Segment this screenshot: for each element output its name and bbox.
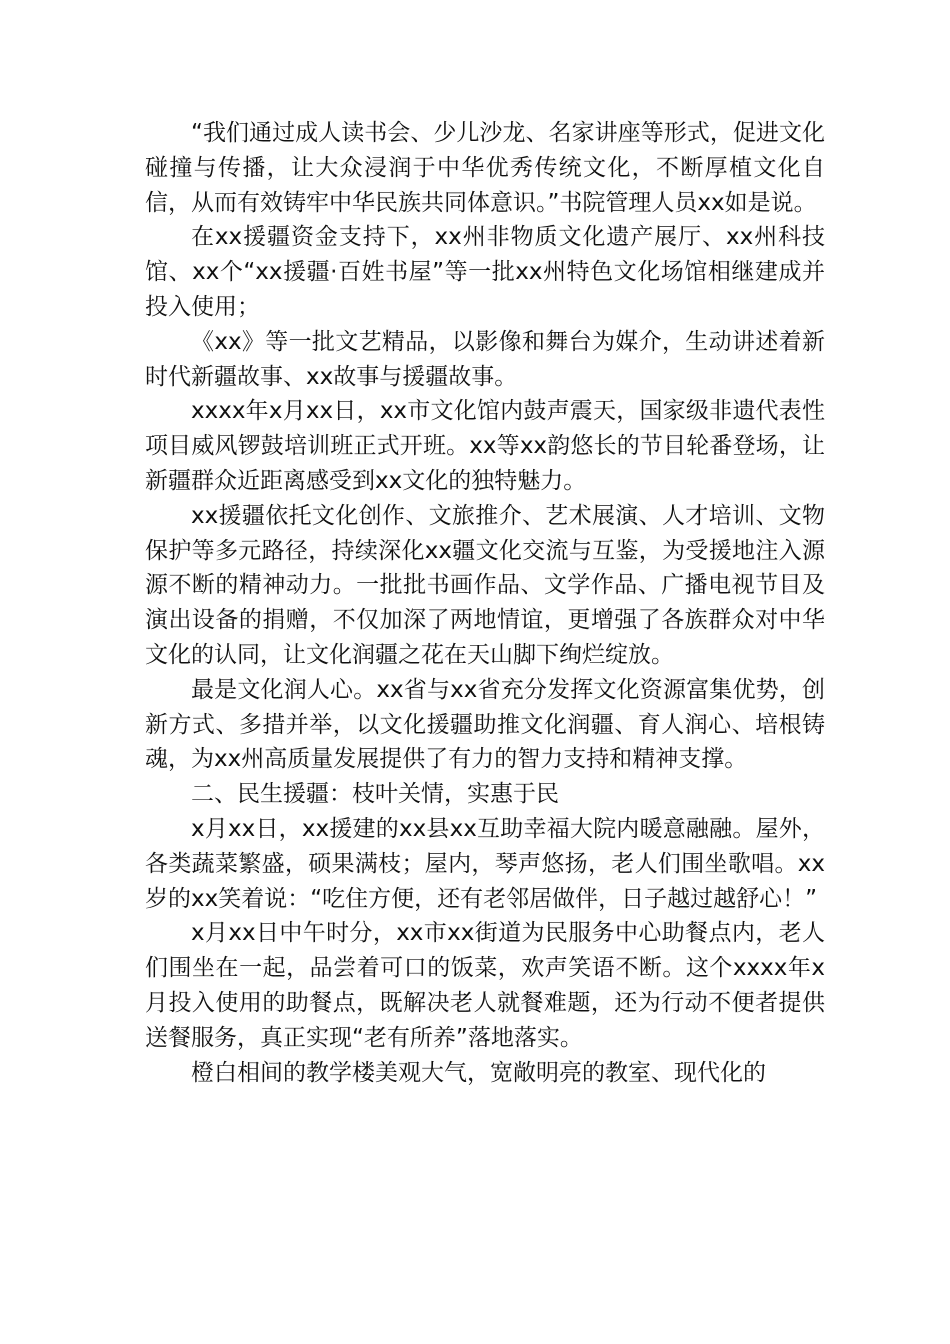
paragraph-7: x月xx日，xx援建的xx县xx互助幸福大院内暖意融融。屋外，各类蔬菜繁盛，硕果满枝；屋内，琴声悠扬，老人们围坐歌唱。xx岁的xx笑着说：“吃住方便，还有老邻居做伴，日子越过越舒心！” xyxy=(145,815,825,912)
paragraph-5: xx援疆依托文化创作、文旅推介、艺术展演、人才培训、文物保护等多元路径，持续深化xx疆文化交流与互鉴，为受援地注入源源不断的精神动力。一批批书画作品、文学作品、广播电视节目及演出设备的捐赠，不仅加深了两地情谊，更增强了各族群众对中华文化的认同，让文化润疆之花在天山脚下绚烂绽放。 xyxy=(145,502,825,668)
document-body xyxy=(145,116,825,1090)
paragraph-2: 在xx援疆资金支持下，xx州非物质文化遗产展厅、xx州科技馆、xx个“xx援疆·百姓书屋”等一批xx州特色文化场馆相继建成并投入使用； xyxy=(145,224,825,320)
paragraph-1: “我们通过成人读书会、少儿沙龙、名家讲座等形式，促进文化碰撞与传播，让大众浸润于中华优秀传统文化，不断厚植文化自信，从而有效铸牢中华民族共同体意识。”书院管理人员xx如是说。 xyxy=(145,120,825,216)
paragraph-8: x月xx日中午时分，xx市xx街道为民服务中心助餐点内，老人们围坐在一起，品尝着可口的饭菜，欢声笑语不断。这个xxxx年x月投入使用的助餐点，既解决老人就餐难题，还为行动不便者提供送餐服务，真正实现“老有所养”落地落实。 xyxy=(145,920,825,1051)
paragraph-6: 最是文化润人心。xx省与xx省充分发挥文化资源富集优势，创新方式、多措并举，以文化援疆助推文化润疆、育人润心、培根铸魂，为xx州高质量发展提供了有力的智力支持和精神支撑。 xyxy=(145,676,825,773)
paragraph-3: 《xx》等一批文艺精品，以影像和舞台为媒介，生动讲述着新时代新疆故事、xx故事与援疆故事。 xyxy=(145,328,825,390)
paragraph-4: xxxx年x月xx日，xx市文化馆内鼓声震天，国家级非遗代表性项目威风锣鼓培训班正式开班。xx等xx韵悠长的节目轮番登场，让新疆群众近距离感受到xx文化的独特魅力。 xyxy=(145,398,825,494)
section-heading: 二、民生援疆：枝叶关情，实惠于民 xyxy=(191,781,559,808)
paragraph-9: 橙白相间的教学楼美观大气，宽敞明亮的教室、现代化的 xyxy=(191,1059,766,1086)
